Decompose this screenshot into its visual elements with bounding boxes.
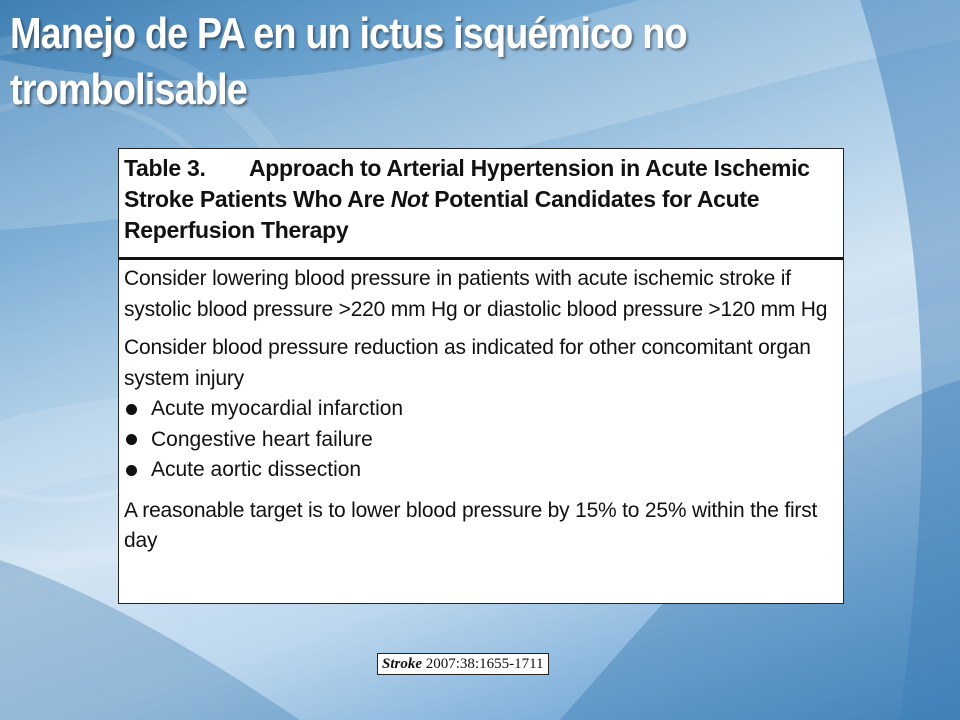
citation-journal: Stroke	[382, 656, 423, 672]
bullet-icon	[126, 404, 137, 415]
recommendation-target: A reasonable target is to lower blood pressure by 15% to 25% within the first day	[124, 498, 818, 552]
bullet-icon	[126, 465, 137, 476]
table-divider	[119, 257, 843, 260]
list-item-text: Congestive heart failure	[151, 427, 373, 451]
bullet-icon	[126, 434, 137, 445]
list-item	[124, 425, 833, 456]
table-heading-text-start: Approach to Arterial Hypertension in Acute Ischemic Stroke Patients Who Are	[124, 155, 810, 212]
list-item-text: Acute myocardial infarction	[151, 397, 404, 420]
list-item	[124, 455, 833, 486]
organ-injury-list	[124, 394, 833, 486]
recommendation-lowering-threshold: Consider lowering blood pressure in patients with acute ischemic stroke if systolic blood pressure >220 mm Hg or diastolic blood pressure >120 mm Hg	[124, 267, 828, 321]
list-item-text: Acute aortic dissection	[151, 458, 362, 481]
table-panel	[118, 148, 844, 604]
list-item	[124, 394, 833, 425]
table-heading	[124, 149, 833, 246]
citation-box	[377, 653, 549, 675]
table-heading-emphasis: Not	[390, 186, 429, 212]
table-label: Table 3.	[124, 155, 206, 181]
citation-reference: 2007:38:1655-1711	[422, 656, 544, 672]
slide-title: Manejo de PA en un ictus isquémico no trombolisable	[10, 9, 687, 114]
recommendation-organ-injury: Consider blood pressure reduction as indicated for other concomitant organ system injury	[124, 336, 811, 390]
table-heading-text-end: Potential Candidates for Acute Reperfusion Therapy	[124, 186, 760, 243]
